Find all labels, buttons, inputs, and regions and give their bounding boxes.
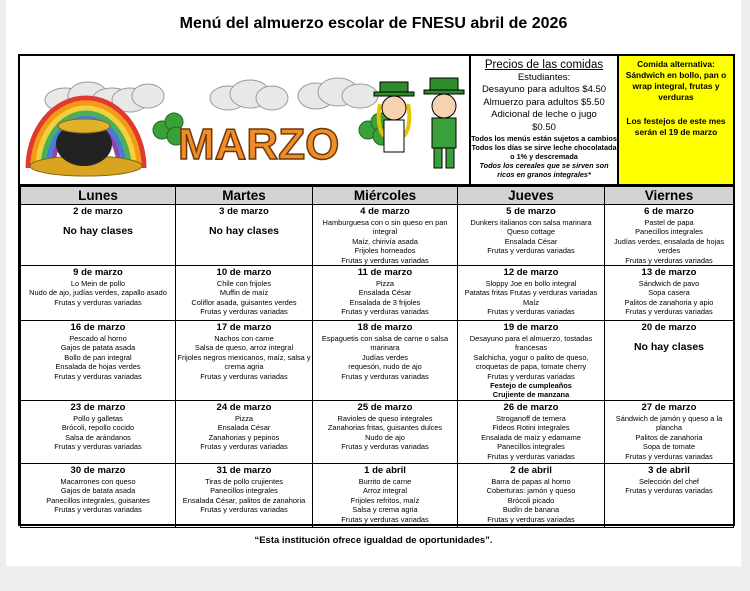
weekday-header: Lunes [21, 187, 176, 205]
menu-item: Ensalada de hojas verdes [55, 362, 141, 372]
day-date: 5 de marzo [506, 206, 556, 217]
weekday-header: Martes [176, 187, 313, 205]
price-line: $0.50 [532, 121, 556, 133]
prices-note: Todos los menús están sujetos a cambios [471, 134, 617, 143]
prices-note: Todos los días se sirve leche chocolatada o 1% y descremada [471, 143, 617, 161]
price-line: Estudiantes: [517, 71, 571, 83]
menu-item: Panecillos integrales [210, 486, 278, 496]
day-date: 1 de abril [364, 464, 406, 476]
menu-item: Pescado al horno [69, 334, 127, 344]
menu-item: Salchicha, yogur o palito de queso, croquetas de papa, tomate cherry [473, 352, 589, 372]
menu-item: Frutas y verduras variadas [200, 505, 288, 515]
prices-italic-note: Todos los cereales que se sirven son ricos en granos integrales* [479, 161, 609, 179]
day-cell [605, 205, 734, 266]
menu-item: Ravioles de queso integrales [337, 413, 433, 423]
day-cell [21, 400, 176, 463]
day-cell [313, 400, 458, 463]
banner-word: MARZO [178, 120, 340, 169]
menu-item: Zanahorias y pepinos [208, 432, 280, 442]
leprechaun-boy-icon [424, 78, 464, 168]
menu-item: Selección del chef [639, 476, 699, 486]
menu-item: Panecillos integrales [635, 227, 703, 237]
menu-item: requesón, nudo de ajo [348, 362, 422, 372]
weekday-header-row [21, 187, 734, 205]
day-date: 10 de marzo [216, 267, 272, 279]
price-line: Desayuno para adultos $4.50 [481, 84, 607, 95]
menu-item: Frutas y verduras variadas [625, 255, 713, 265]
menu-item: Sloppy Joe en bollo integral [485, 279, 577, 289]
week-row [21, 205, 734, 266]
menu-item: Frutas y verduras variadas [341, 307, 429, 317]
menu-item: Arroz integral [363, 486, 407, 496]
alternative-meal-text: Comida alternativa: Sándwich en bollo, pan o wrap integral, frutas y verduras [625, 59, 727, 102]
day-date: 30 de marzo [70, 464, 126, 476]
day-cell [176, 321, 313, 401]
day-date: 6 de marzo [644, 206, 694, 217]
day-date: 23 de marzo [70, 401, 126, 413]
menu-item: Nudo de ajo, judías verdes, zapallo asado [29, 288, 167, 298]
menu-item: Gajos de batata asada [60, 486, 136, 496]
day-cell [176, 266, 313, 321]
menu-item: Queso cottage [506, 227, 556, 237]
day-date: 20 de marzo [641, 322, 697, 334]
menu-item: Dunkers italianos con salsa marinara [470, 218, 592, 227]
menu-item: Palitos de zanahoria y apio [624, 297, 714, 307]
day-date: 3 de abril [648, 464, 690, 476]
menu-item: Frutas y verduras variadas [54, 297, 142, 307]
menu-item: Barra de papas al horno [491, 476, 571, 486]
no-class-label: No hay clases [633, 341, 705, 354]
menu-item: Budín de banana [502, 505, 560, 515]
menu-sheet [6, 0, 741, 566]
day-date: 13 de marzo [641, 267, 697, 279]
weekday-header: Jueves [458, 187, 605, 205]
menu-item: Frutas y verduras variadas [341, 442, 429, 452]
day-cell [21, 266, 176, 321]
day-cell [458, 463, 605, 527]
day-date: 11 de marzo [357, 267, 413, 279]
celebration-item: Festejo de cumpleaños [490, 381, 572, 391]
day-date: 26 de marzo [503, 401, 559, 413]
day-date: 25 de marzo [357, 401, 413, 413]
day-date: 9 de marzo [73, 267, 123, 279]
day-cell [605, 400, 734, 463]
day-date: 12 de marzo [503, 267, 559, 279]
day-date: 27 de marzo [641, 401, 697, 413]
menu-item: Frutas y verduras variadas [200, 371, 288, 381]
day-date: 24 de marzo [216, 401, 272, 413]
menu-item: Frutas y verduras variadas [54, 371, 142, 381]
day-cell [313, 205, 458, 266]
menu-item: Pizza [375, 279, 395, 289]
menu-item: Sándwich de pavo [638, 279, 700, 289]
menu-item: Nudo de ajo [365, 432, 405, 442]
day-cell [21, 463, 176, 527]
menu-item: Frutas y verduras variadas [487, 514, 575, 524]
menu-item: Fideos Rotini integrales [492, 423, 570, 433]
menu-item: Pizza [234, 413, 254, 423]
day-cell [313, 463, 458, 527]
menu-item: Sopa de tomate [642, 442, 696, 452]
menu-item: Frutas y verduras variadas [54, 505, 142, 515]
celebration-note: Los festejos de este mes serán el 19 de marzo [626, 116, 726, 137]
menu-item: Burrito de carne [358, 476, 412, 486]
day-date: 4 de marzo [360, 206, 410, 217]
menu-item: Frutas y verduras variadas [341, 255, 429, 265]
menu-item: Panecillos integrales [497, 442, 565, 452]
day-cell [313, 266, 458, 321]
menu-item: Espaguetis con salsa de carne o salsa marinara [321, 334, 449, 353]
menu-item: Coberturas: jamón y queso [486, 486, 576, 496]
day-cell [21, 321, 176, 401]
menu-item: Tiras de pollo crujientes [205, 476, 283, 486]
week-row [21, 266, 734, 321]
week-row [21, 400, 734, 463]
menu-item: Chile con frijoles [216, 279, 272, 289]
celebration-item: Crujiente de manzana [492, 390, 570, 400]
meal-prices [471, 56, 619, 184]
menu-item: Ensalada César [358, 288, 412, 298]
day-date: 16 de marzo [70, 322, 126, 334]
menu-item: Ensalada César [217, 423, 271, 433]
menu-item: Frijoles negros mexicanos, maíz, salsa y crema agria [177, 352, 311, 372]
day-cell [458, 266, 605, 321]
price-line: Almuerzo para adultos $5.50 [483, 96, 605, 108]
menu-item: Patatas fritas Frutas y verduras variadas [464, 288, 598, 298]
menu-item: Zanahorias fritas, guisantes dulces [327, 423, 443, 433]
day-cell [605, 266, 734, 321]
weekday-header: Viernes [605, 187, 734, 205]
menu-item: Sándwich de jamón y queso a la plancha [615, 413, 723, 433]
menu-item: Frutas y verduras variadas [54, 442, 142, 452]
menu-item: Frutas y verduras variadas [487, 371, 575, 381]
menu-item: Frijoles refritos, maíz [350, 495, 420, 505]
menu-item: Maíz, chirivía asada [352, 236, 418, 246]
day-cell [176, 205, 313, 266]
day-date: 17 de marzo [216, 322, 272, 334]
day-cell [605, 321, 734, 401]
menu-item: Bollo de pan integral [64, 352, 132, 362]
banner-illustration [20, 56, 469, 184]
menu-item: Panecillos integrales, guisantes [46, 495, 150, 505]
menu-item: Ensalada de 3 frijoles [349, 297, 421, 307]
menu-item: Judías verdes, ensalada de hojas verdes [613, 236, 725, 256]
menu-item: Frutas y verduras variadas [200, 442, 288, 452]
menu-item: Muffin de maíz [219, 288, 269, 298]
day-date: 31 de marzo [216, 464, 272, 476]
menu-item: Frutas y verduras variadas [625, 307, 713, 317]
price-line: Adicional de leche o jugo [491, 109, 597, 120]
prices-heading: Precios de las comidas [484, 59, 604, 71]
marzo-title-art [178, 120, 339, 169]
week-row [21, 321, 734, 401]
menu-item: Frutas y verduras variadas [487, 451, 575, 461]
menu-item: Macarrones con queso [60, 476, 136, 486]
menu-item: Ensalada César, palitos de zanahoria [182, 495, 306, 505]
menu-item: Frutas y verduras variadas [487, 246, 575, 256]
menu-item: Frutas y verduras variadas [625, 451, 713, 461]
menu-item: Ensalada de maíz y edamame [481, 432, 581, 442]
day-cell [176, 400, 313, 463]
day-cell [176, 463, 313, 527]
no-class-label: No hay clases [62, 225, 134, 237]
menu-item: Hamburguesa con o sin queso en pan integral [322, 218, 448, 237]
day-cell [21, 205, 176, 266]
alternative-meal-box [619, 56, 733, 184]
menu-item: Pollo y galletas [73, 413, 123, 423]
no-class-label: No hay clases [208, 225, 280, 237]
day-date: 2 de abril [510, 464, 552, 476]
menu-item: Coliflor asada, guisantes verdes [191, 297, 297, 307]
day-cell [458, 321, 605, 401]
menu-item: Nachos con carne [214, 334, 274, 344]
menu-item: Frijoles horneados [354, 246, 416, 256]
menu-item: Frutas y verduras variadas [341, 514, 429, 524]
menu-item: Salsa de queso, arroz integral [194, 343, 294, 353]
day-date: 2 de marzo [73, 206, 123, 217]
menu-item: Brócoli picado [507, 495, 555, 505]
menu-item: Brócoli, repollo cocido [61, 423, 135, 433]
menu-item: Ensalada César [504, 236, 558, 246]
menu-item: Frutas y verduras variadas [200, 307, 288, 317]
day-cell [458, 205, 605, 266]
week-row [21, 463, 734, 527]
day-date: 19 de marzo [503, 322, 559, 334]
menu-item: Maíz [522, 297, 539, 307]
day-date: 18 de marzo [357, 322, 413, 334]
marzo-banner [20, 56, 471, 184]
menu-item: Frutas y verduras variadas [487, 307, 575, 317]
menu-item: Judías verdes [361, 352, 408, 362]
menu-item: Salsa y crema agria [352, 505, 418, 515]
day-cell [605, 463, 734, 527]
menu-item: Sopa casera [648, 288, 690, 298]
day-cell [458, 400, 605, 463]
menu-item: Frutas y verduras variadas [625, 486, 713, 496]
menu-grid [20, 184, 733, 528]
menu-frame [18, 54, 735, 526]
weekday-header: Miércoles [313, 187, 458, 205]
menu-item: Desayuno para el almuerzo, tostadas francesas [469, 334, 593, 353]
menu-table [20, 186, 734, 528]
menu-item: Salsa de arándanos [65, 432, 131, 442]
equal-opportunity-footer: “Esta institución ofrece igualdad de oportunidades”. [254, 535, 493, 546]
menu-item: Stroganoff de ternera [496, 413, 566, 423]
page-title: Menú del almuerzo escolar de FNESU abril de 2026 [179, 15, 568, 32]
menu-item: Frutas y verduras variadas [341, 371, 429, 381]
day-date: 3 de marzo [219, 206, 269, 217]
menu-item: Palitos de zanahoria [635, 432, 703, 442]
menu-item: Lo Mein de pollo [70, 279, 126, 289]
menu-item: Pastel de papa [644, 218, 694, 227]
day-cell [313, 321, 458, 401]
menu-item: Gajos de patata asada [60, 343, 136, 353]
